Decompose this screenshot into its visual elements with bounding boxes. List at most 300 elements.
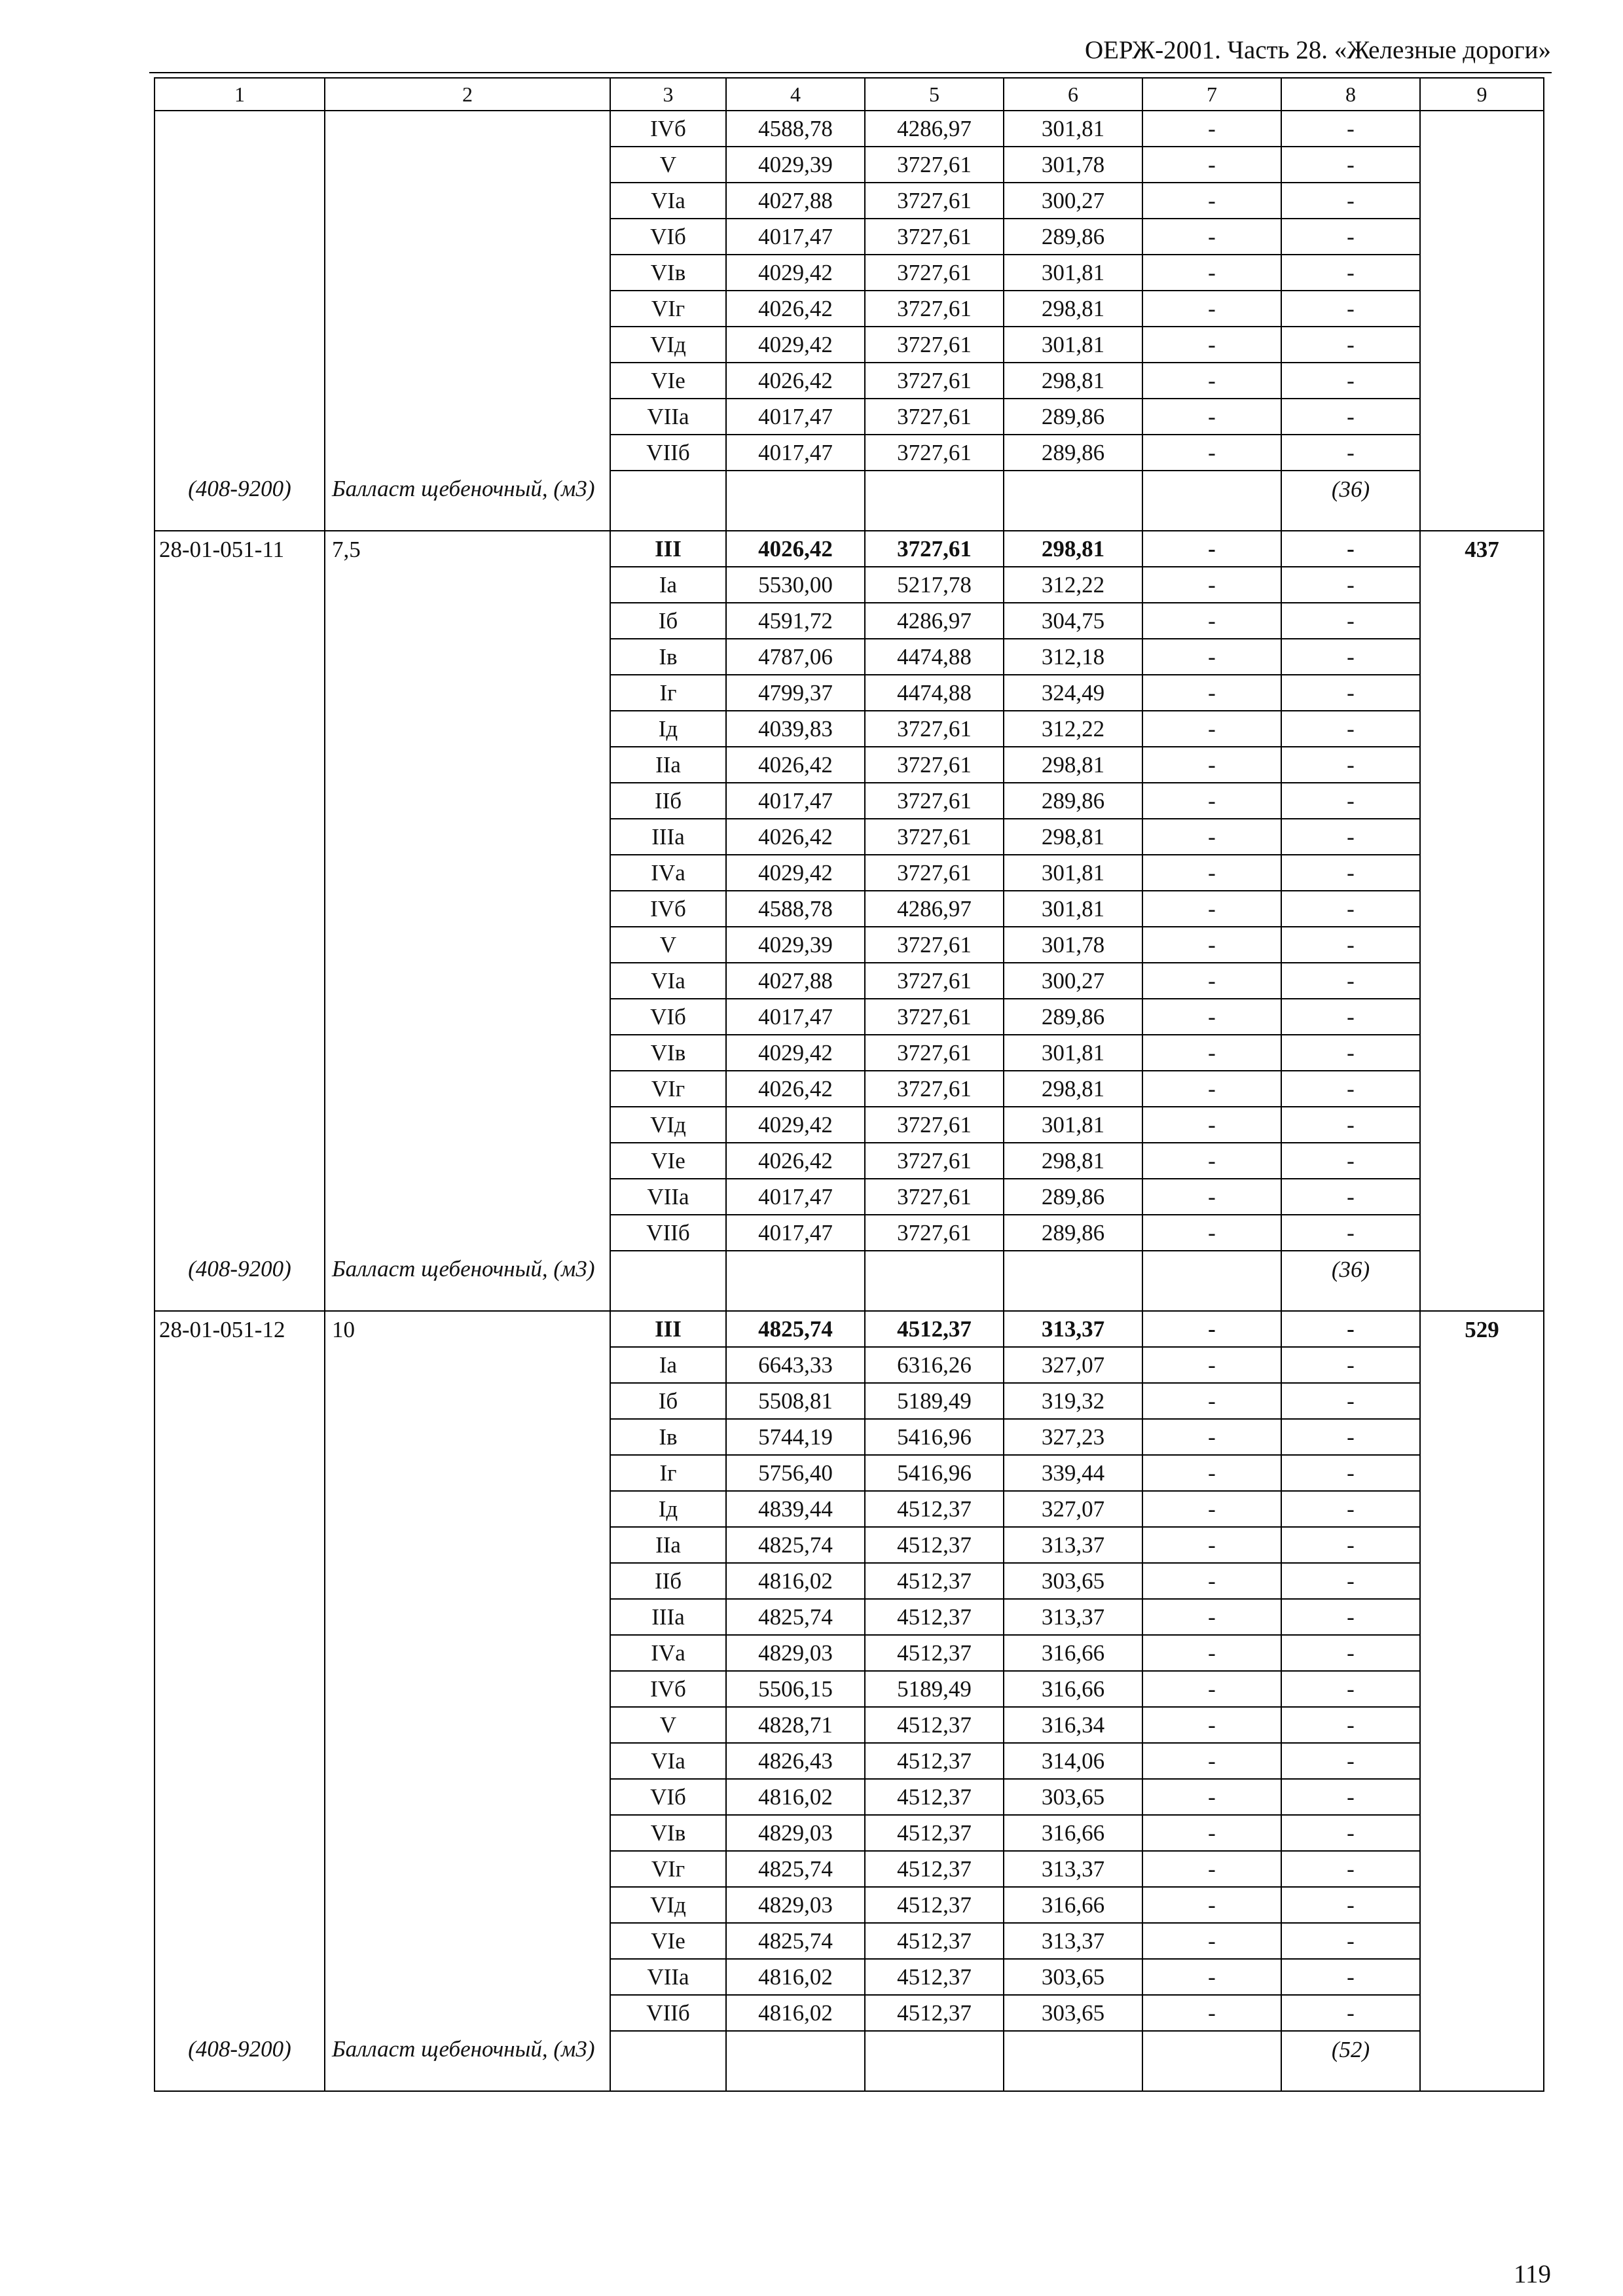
direct-cost-cell: 4799,37 — [726, 675, 865, 711]
rate-parameter-cell: 10 — [325, 1311, 610, 1347]
rate-parameter-cell — [325, 603, 610, 639]
rate-parameter-cell — [325, 363, 610, 399]
other-cost-cell: - — [1281, 327, 1420, 363]
direct-cost-cell: 4026,42 — [726, 747, 865, 783]
rate-code-cell — [155, 255, 325, 291]
direct-cost-cell: 4829,03 — [726, 1887, 865, 1923]
other-cost-cell: - — [1281, 1599, 1420, 1635]
zone-cell: Iа — [610, 1347, 726, 1383]
machines-cost-cell: - — [1142, 639, 1281, 675]
labor-total-cell — [1420, 567, 1544, 603]
rate-parameter-cell — [325, 1671, 610, 1707]
materials-cost-cell: 4474,88 — [865, 639, 1004, 675]
labor-cost-cell: 289,86 — [1004, 783, 1142, 819]
resource-row — [155, 1251, 1544, 1311]
rate-code-cell — [155, 711, 325, 747]
labor-cost-cell: 324,49 — [1004, 675, 1142, 711]
table-row — [155, 963, 1544, 999]
rates-table — [154, 77, 1544, 2092]
rate-parameter-cell — [325, 399, 610, 435]
materials-cost-cell: 4512,37 — [865, 1599, 1004, 1635]
other-cost-cell: - — [1281, 927, 1420, 963]
table-row — [155, 363, 1544, 399]
other-cost-cell: - — [1281, 1071, 1420, 1107]
machines-cost-cell: - — [1142, 1107, 1281, 1143]
direct-cost-cell: 4029,42 — [726, 1035, 865, 1071]
materials-cost-cell: 4512,37 — [865, 1563, 1004, 1599]
table-row — [155, 1383, 1544, 1419]
materials-cost-cell: 3727,61 — [865, 1107, 1004, 1143]
rate-parameter-cell — [325, 1347, 610, 1383]
rate-parameter-cell — [325, 1107, 610, 1143]
materials-cost-cell: 4512,37 — [865, 1635, 1004, 1671]
labor-total-cell — [1420, 747, 1544, 783]
direct-cost-cell: 4017,47 — [726, 219, 865, 255]
labor-total-cell — [1420, 1815, 1544, 1851]
table-row — [155, 855, 1544, 891]
other-cost-cell: - — [1281, 363, 1420, 399]
zone-cell: VIб — [610, 999, 726, 1035]
table-row — [155, 327, 1544, 363]
zone-cell: IIб — [610, 1563, 726, 1599]
rate-code-cell — [155, 1995, 325, 2031]
direct-cost-cell: 4017,47 — [726, 399, 865, 435]
materials-cost-cell: 3727,61 — [865, 183, 1004, 219]
other-cost-cell: - — [1281, 111, 1420, 147]
rate-code-cell — [155, 783, 325, 819]
machines-cost-cell: - — [1142, 291, 1281, 327]
labor-cost-cell: 300,27 — [1004, 183, 1142, 219]
machines-cost-cell: - — [1142, 1347, 1281, 1383]
empty-cell — [1420, 2031, 1544, 2091]
rate-parameter-cell — [325, 675, 610, 711]
machines-cost-cell: - — [1142, 1671, 1281, 1707]
rate-code-cell — [155, 147, 325, 183]
column-number-row — [155, 78, 1544, 111]
table-row — [155, 1071, 1544, 1107]
machines-cost-cell: - — [1142, 1143, 1281, 1179]
machines-cost-cell: - — [1142, 1959, 1281, 1995]
zone-cell: VIв — [610, 1035, 726, 1071]
zone-cell: V — [610, 147, 726, 183]
resource-quantity: (52) — [1281, 2031, 1420, 2091]
direct-cost-cell: 4825,74 — [726, 1851, 865, 1887]
direct-cost-cell: 4816,02 — [726, 1959, 865, 1995]
rate-parameter-cell — [325, 1419, 610, 1455]
labor-total-cell — [1420, 219, 1544, 255]
direct-cost-cell: 4787,06 — [726, 639, 865, 675]
zone-cell: IVа — [610, 855, 726, 891]
labor-cost-cell: 313,37 — [1004, 1599, 1142, 1635]
other-cost-cell: - — [1281, 1143, 1420, 1179]
machines-cost-cell: - — [1142, 1383, 1281, 1419]
direct-cost-cell: 4029,39 — [726, 147, 865, 183]
rate-parameter-cell: 7,5 — [325, 531, 610, 567]
machines-cost-cell: - — [1142, 1743, 1281, 1779]
labor-total-cell — [1420, 675, 1544, 711]
rate-code-cell — [155, 603, 325, 639]
table-row — [155, 1143, 1544, 1179]
zone-cell: Iв — [610, 1419, 726, 1455]
other-cost-cell: - — [1281, 1491, 1420, 1527]
materials-cost-cell: 4512,37 — [865, 1995, 1004, 2031]
rate-code-cell: 28-01-051-11 — [155, 531, 325, 567]
header-rule — [149, 72, 1552, 73]
machines-cost-cell: - — [1142, 1527, 1281, 1563]
other-cost-cell: - — [1281, 1035, 1420, 1071]
zone-cell: VIг — [610, 1851, 726, 1887]
rate-code-cell — [155, 1419, 325, 1455]
labor-total-cell — [1420, 927, 1544, 963]
resource-row — [155, 471, 1544, 531]
labor-cost-cell: 327,23 — [1004, 1419, 1142, 1455]
table-row — [155, 567, 1544, 603]
labor-cost-cell: 298,81 — [1004, 819, 1142, 855]
zone-cell: IVб — [610, 1671, 726, 1707]
document-header: ОЕРЖ-2001. Часть 28. «Железные дороги» — [1084, 36, 1551, 64]
machines-cost-cell: - — [1142, 255, 1281, 291]
machines-cost-cell: - — [1142, 147, 1281, 183]
materials-cost-cell: 3727,61 — [865, 327, 1004, 363]
table-row — [155, 603, 1544, 639]
rate-parameter-cell — [325, 255, 610, 291]
labor-cost-cell: 289,86 — [1004, 435, 1142, 471]
labor-total-cell — [1420, 783, 1544, 819]
rate-code-cell — [155, 1563, 325, 1599]
labor-cost-cell: 316,66 — [1004, 1887, 1142, 1923]
other-cost-cell: - — [1281, 1743, 1420, 1779]
labor-total-cell — [1420, 1779, 1544, 1815]
labor-total-cell — [1420, 1851, 1544, 1887]
labor-total-cell — [1420, 1707, 1544, 1743]
labor-cost-cell: 303,65 — [1004, 1995, 1142, 2031]
direct-cost-cell: 4026,42 — [726, 291, 865, 327]
zone-cell: Iа — [610, 567, 726, 603]
rate-code-cell — [155, 1707, 325, 1743]
zone-cell: Iб — [610, 603, 726, 639]
machines-cost-cell: - — [1142, 531, 1281, 567]
materials-cost-cell: 4512,37 — [865, 1959, 1004, 1995]
table-row — [155, 999, 1544, 1035]
machines-cost-cell: - — [1142, 1851, 1281, 1887]
direct-cost-cell: 4839,44 — [726, 1491, 865, 1527]
other-cost-cell: - — [1281, 1419, 1420, 1455]
column-number: 9 — [1420, 78, 1544, 111]
direct-cost-cell: 4829,03 — [726, 1635, 865, 1671]
labor-total-cell — [1420, 1743, 1544, 1779]
table-row — [155, 399, 1544, 435]
labor-total-cell — [1420, 1923, 1544, 1959]
rate-parameter-cell — [325, 1071, 610, 1107]
labor-total-cell — [1420, 1215, 1544, 1251]
other-cost-cell: - — [1281, 855, 1420, 891]
rate-code-cell — [155, 855, 325, 891]
other-cost-cell: - — [1281, 1815, 1420, 1851]
rate-parameter-cell — [325, 1599, 610, 1635]
zone-cell: VIIа — [610, 1959, 726, 1995]
labor-cost-cell: 298,81 — [1004, 363, 1142, 399]
table-row — [155, 1779, 1544, 1815]
materials-cost-cell: 3727,61 — [865, 819, 1004, 855]
empty-cell — [726, 2031, 865, 2091]
machines-cost-cell: - — [1142, 1995, 1281, 2031]
labor-cost-cell: 298,81 — [1004, 291, 1142, 327]
materials-cost-cell: 3727,61 — [865, 1179, 1004, 1215]
labor-total-cell — [1420, 1347, 1544, 1383]
column-number: 7 — [1142, 78, 1281, 111]
rate-parameter-cell — [325, 435, 610, 471]
materials-cost-cell: 4512,37 — [865, 1851, 1004, 1887]
labor-cost-cell: 301,78 — [1004, 147, 1142, 183]
machines-cost-cell: - — [1142, 183, 1281, 219]
rate-parameter-cell — [325, 1779, 610, 1815]
other-cost-cell: - — [1281, 891, 1420, 927]
table-row — [155, 783, 1544, 819]
labor-total-cell — [1420, 1887, 1544, 1923]
rate-code-cell — [155, 1599, 325, 1635]
rate-code-cell — [155, 327, 325, 363]
empty-cell — [726, 471, 865, 531]
labor-total-cell — [1420, 1491, 1544, 1527]
zone-cell: III — [610, 1311, 726, 1347]
resource-name: Балласт щебеночный, (м3) — [325, 471, 610, 531]
labor-cost-cell: 301,81 — [1004, 255, 1142, 291]
empty-cell — [610, 471, 726, 531]
zone-cell: III — [610, 531, 726, 567]
labor-total-cell — [1420, 435, 1544, 471]
direct-cost-cell: 4017,47 — [726, 1215, 865, 1251]
materials-cost-cell: 3727,61 — [865, 1035, 1004, 1071]
direct-cost-cell: 4039,83 — [726, 711, 865, 747]
other-cost-cell: - — [1281, 1347, 1420, 1383]
labor-total-cell — [1420, 1599, 1544, 1635]
labor-total-cell: 529 — [1420, 1311, 1544, 1347]
materials-cost-cell: 4286,97 — [865, 891, 1004, 927]
table-row — [155, 1635, 1544, 1671]
table-row — [155, 1959, 1544, 1995]
labor-cost-cell: 289,86 — [1004, 999, 1142, 1035]
table-row — [155, 1311, 1544, 1347]
table-row — [155, 1815, 1544, 1851]
machines-cost-cell: - — [1142, 567, 1281, 603]
machines-cost-cell: - — [1142, 891, 1281, 927]
direct-cost-cell: 4017,47 — [726, 435, 865, 471]
labor-cost-cell: 313,37 — [1004, 1311, 1142, 1347]
labor-total-cell: 437 — [1420, 531, 1544, 567]
labor-total-cell — [1420, 327, 1544, 363]
materials-cost-cell: 3727,61 — [865, 1215, 1004, 1251]
materials-cost-cell: 5416,96 — [865, 1455, 1004, 1491]
labor-cost-cell: 312,18 — [1004, 639, 1142, 675]
table-row — [155, 291, 1544, 327]
empty-cell — [1004, 1251, 1142, 1311]
rate-parameter-cell — [325, 1491, 610, 1527]
rate-code-cell — [155, 219, 325, 255]
table-row — [155, 1599, 1544, 1635]
materials-cost-cell: 3727,61 — [865, 363, 1004, 399]
machines-cost-cell: - — [1142, 675, 1281, 711]
materials-cost-cell: 6316,26 — [865, 1347, 1004, 1383]
labor-total-cell — [1420, 399, 1544, 435]
other-cost-cell: - — [1281, 255, 1420, 291]
other-cost-cell: - — [1281, 1635, 1420, 1671]
zone-cell: VIв — [610, 255, 726, 291]
direct-cost-cell: 4825,74 — [726, 1311, 865, 1347]
labor-total-cell — [1420, 1959, 1544, 1995]
zone-cell: VIд — [610, 1107, 726, 1143]
table-row — [155, 1215, 1544, 1251]
column-number: 5 — [865, 78, 1004, 111]
other-cost-cell: - — [1281, 531, 1420, 567]
rate-code-cell — [155, 1383, 325, 1419]
zone-cell: VIг — [610, 291, 726, 327]
labor-total-cell — [1420, 111, 1544, 147]
empty-cell — [610, 1251, 726, 1311]
labor-cost-cell: 314,06 — [1004, 1743, 1142, 1779]
labor-total-cell — [1420, 603, 1544, 639]
materials-cost-cell: 3727,61 — [865, 219, 1004, 255]
direct-cost-cell: 4029,42 — [726, 327, 865, 363]
rate-code-cell — [155, 1779, 325, 1815]
table-row — [155, 1887, 1544, 1923]
rate-code-cell — [155, 1035, 325, 1071]
resource-quantity: (36) — [1281, 471, 1420, 531]
zone-cell: IIIа — [610, 819, 726, 855]
labor-cost-cell: 300,27 — [1004, 963, 1142, 999]
other-cost-cell: - — [1281, 819, 1420, 855]
materials-cost-cell: 4512,37 — [865, 1923, 1004, 1959]
column-number: 8 — [1281, 78, 1420, 111]
rate-parameter-cell — [325, 147, 610, 183]
table-row — [155, 711, 1544, 747]
table-row — [155, 1995, 1544, 2031]
labor-total-cell — [1420, 1071, 1544, 1107]
other-cost-cell: - — [1281, 1671, 1420, 1707]
rate-code-cell — [155, 1815, 325, 1851]
direct-cost-cell: 5756,40 — [726, 1455, 865, 1491]
other-cost-cell: - — [1281, 783, 1420, 819]
rate-parameter-cell — [325, 219, 610, 255]
machines-cost-cell: - — [1142, 435, 1281, 471]
rate-code-cell — [155, 363, 325, 399]
labor-cost-cell: 316,66 — [1004, 1635, 1142, 1671]
rate-code-cell — [155, 1215, 325, 1251]
column-number: 6 — [1004, 78, 1142, 111]
table-row — [155, 1743, 1544, 1779]
table-row — [155, 183, 1544, 219]
table-row — [155, 1035, 1544, 1071]
materials-cost-cell: 4512,37 — [865, 1815, 1004, 1851]
materials-cost-cell: 4512,37 — [865, 1527, 1004, 1563]
labor-cost-cell: 298,81 — [1004, 747, 1142, 783]
empty-cell — [1142, 2031, 1281, 2091]
machines-cost-cell: - — [1142, 1815, 1281, 1851]
machines-cost-cell: - — [1142, 1779, 1281, 1815]
materials-cost-cell: 4512,37 — [865, 1887, 1004, 1923]
direct-cost-cell: 4588,78 — [726, 891, 865, 927]
rate-parameter-cell — [325, 819, 610, 855]
rate-parameter-cell — [325, 1887, 610, 1923]
empty-cell — [726, 1251, 865, 1311]
other-cost-cell: - — [1281, 1383, 1420, 1419]
other-cost-cell: - — [1281, 435, 1420, 471]
labor-cost-cell: 316,34 — [1004, 1707, 1142, 1743]
materials-cost-cell: 5217,78 — [865, 567, 1004, 603]
zone-cell: Iв — [610, 639, 726, 675]
other-cost-cell: - — [1281, 1995, 1420, 2031]
machines-cost-cell: - — [1142, 1071, 1281, 1107]
labor-cost-cell: 301,81 — [1004, 1035, 1142, 1071]
rate-parameter-cell — [325, 963, 610, 999]
rate-code-cell — [155, 639, 325, 675]
materials-cost-cell: 4474,88 — [865, 675, 1004, 711]
materials-cost-cell: 4512,37 — [865, 1743, 1004, 1779]
machines-cost-cell: - — [1142, 1035, 1281, 1071]
other-cost-cell: - — [1281, 183, 1420, 219]
materials-cost-cell: 5416,96 — [865, 1419, 1004, 1455]
labor-total-cell — [1420, 255, 1544, 291]
rate-code-cell — [155, 183, 325, 219]
labor-cost-cell: 298,81 — [1004, 1143, 1142, 1179]
direct-cost-cell: 4017,47 — [726, 783, 865, 819]
labor-total-cell — [1420, 999, 1544, 1035]
other-cost-cell: - — [1281, 603, 1420, 639]
empty-cell — [1142, 1251, 1281, 1311]
labor-cost-cell: 289,86 — [1004, 399, 1142, 435]
table-row — [155, 435, 1544, 471]
table-row — [155, 1347, 1544, 1383]
machines-cost-cell: - — [1142, 711, 1281, 747]
labor-cost-cell: 301,81 — [1004, 891, 1142, 927]
direct-cost-cell: 5508,81 — [726, 1383, 865, 1419]
table-row — [155, 1707, 1544, 1743]
materials-cost-cell: 4512,37 — [865, 1779, 1004, 1815]
labor-cost-cell: 301,78 — [1004, 927, 1142, 963]
materials-cost-cell: 3727,61 — [865, 927, 1004, 963]
empty-cell — [1420, 471, 1544, 531]
machines-cost-cell: - — [1142, 363, 1281, 399]
labor-cost-cell: 289,86 — [1004, 219, 1142, 255]
labor-total-cell — [1420, 147, 1544, 183]
column-number: 4 — [726, 78, 865, 111]
zone-cell: VIе — [610, 1923, 726, 1959]
rate-parameter-cell — [325, 183, 610, 219]
table-row — [155, 1455, 1544, 1491]
machines-cost-cell: - — [1142, 1599, 1281, 1635]
machines-cost-cell: - — [1142, 747, 1281, 783]
zone-cell: VIIб — [610, 1995, 726, 2031]
other-cost-cell: - — [1281, 1311, 1420, 1347]
table-row — [155, 219, 1544, 255]
direct-cost-cell: 4588,78 — [726, 111, 865, 147]
empty-cell — [1004, 2031, 1142, 2091]
other-cost-cell: - — [1281, 999, 1420, 1035]
labor-cost-cell: 327,07 — [1004, 1347, 1142, 1383]
materials-cost-cell: 4512,37 — [865, 1707, 1004, 1743]
machines-cost-cell: - — [1142, 927, 1281, 963]
zone-cell: VIIа — [610, 1179, 726, 1215]
materials-cost-cell: 3727,61 — [865, 399, 1004, 435]
labor-total-cell — [1420, 1671, 1544, 1707]
rate-code-cell — [155, 1143, 325, 1179]
zone-cell: VIе — [610, 1143, 726, 1179]
rate-parameter-cell — [325, 291, 610, 327]
rate-parameter-cell — [325, 891, 610, 927]
rate-code-cell — [155, 1455, 325, 1491]
labor-cost-cell: 303,65 — [1004, 1959, 1142, 1995]
rate-code-cell — [155, 1887, 325, 1923]
resource-quantity: (36) — [1281, 1251, 1420, 1311]
